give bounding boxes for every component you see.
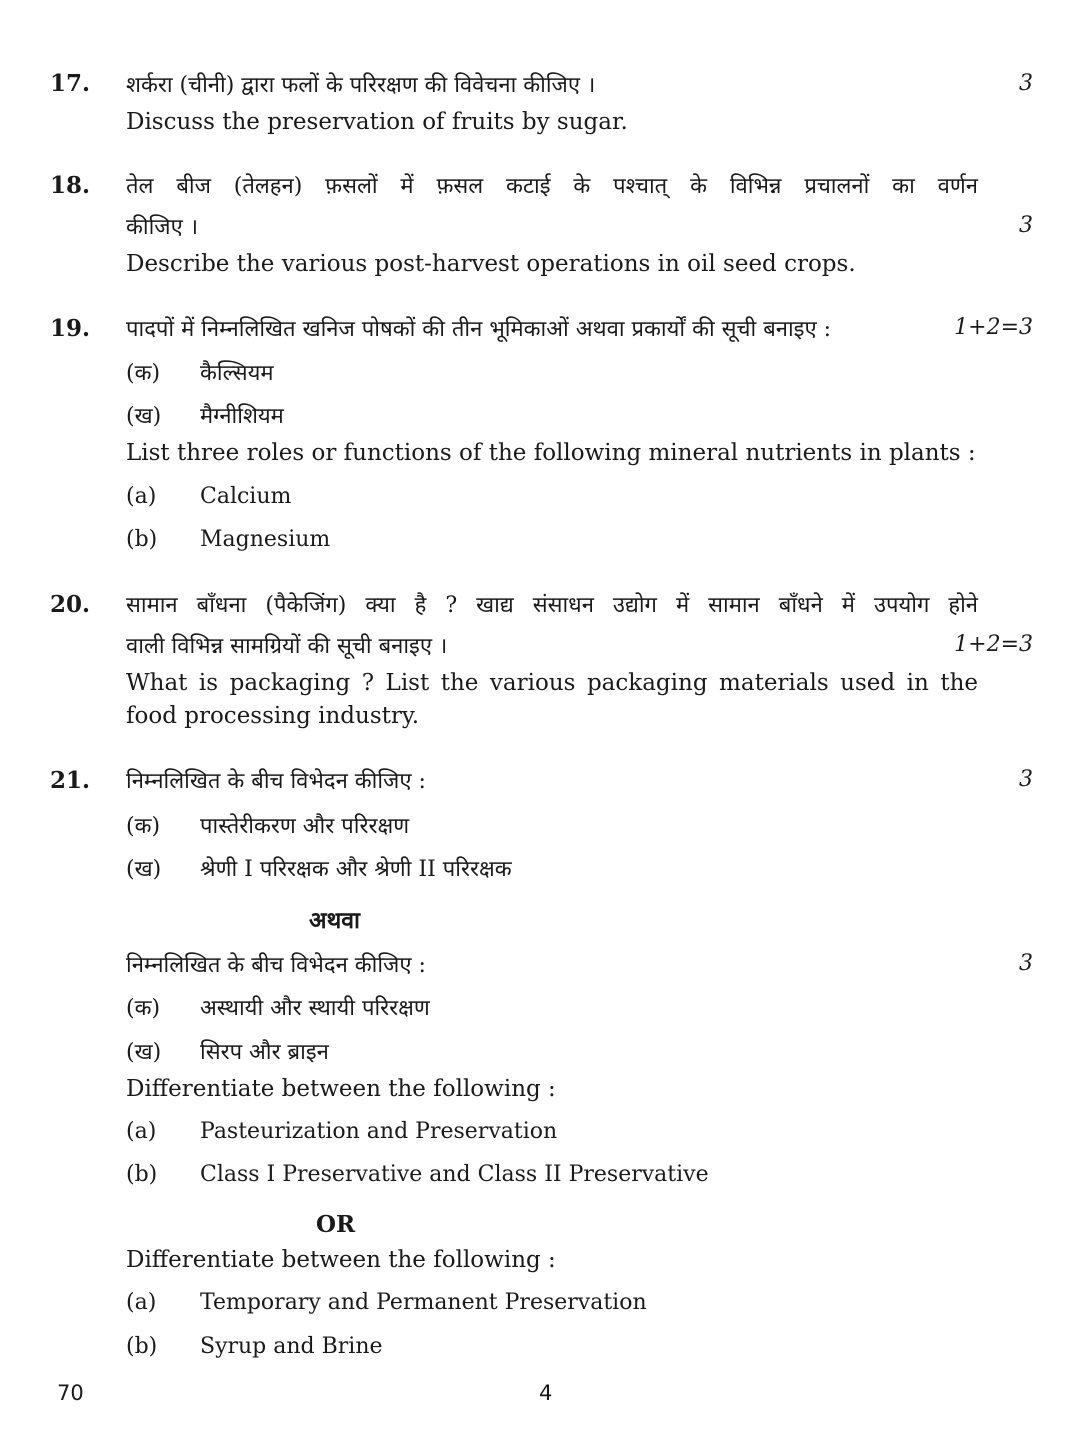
- or-divider-hindi: अथवा: [309, 907, 361, 934]
- or-divider-english: OR: [316, 1211, 356, 1238]
- item-text: Class I Preservative and Class II Preservative: [200, 1162, 709, 1187]
- item-text: Pasteurization and Preservation: [200, 1119, 558, 1144]
- question-number: 21.: [50, 767, 91, 794]
- item-label: (a): [126, 1119, 157, 1144]
- question-text-english-line-2: food processing industry.: [126, 703, 420, 729]
- question-text-english: List three roles or functions of the following mineral nutrients in plants :: [126, 440, 976, 466]
- question-text-english: Discuss the preservation of fruits by sugar.: [126, 109, 628, 135]
- alt-question-text-hindi: निम्नलिखित के बीच विभेदन कीजिए :: [126, 953, 426, 978]
- question-number: 18.: [50, 172, 91, 199]
- item-label: (b): [126, 1162, 158, 1187]
- question-text-hindi-line-1: सामान बाँधना (पैकेजिंग) क्या है ? खाद्य संसाधन उद्योग में सामान बाँधने में उपयोग होने: [126, 593, 978, 618]
- item-label: (a): [126, 1290, 157, 1315]
- question-number: 20.: [50, 591, 91, 618]
- item-label: (ख): [126, 857, 162, 882]
- item-text: मैग्नीशियम: [200, 404, 284, 429]
- item-label: (b): [126, 1334, 158, 1359]
- page-number: 4: [539, 1381, 553, 1405]
- alt-marks: 3: [1019, 951, 1033, 976]
- question-number: 19.: [50, 315, 91, 342]
- question-text-hindi-line-2: कीजिए ।: [126, 215, 199, 240]
- item-label: (b): [126, 527, 158, 552]
- item-label: (क): [126, 814, 161, 839]
- marks: 3: [1019, 213, 1033, 238]
- item-label: (क): [126, 361, 161, 386]
- question-text-hindi: निम्नलिखित के बीच विभेदन कीजिए :: [126, 769, 426, 794]
- item-text: पास्तेरीकरण और परिरक्षण: [200, 814, 410, 839]
- alt-question-text-english: Differentiate between the following :: [126, 1247, 556, 1273]
- item-text: अस्थायी और स्थायी परिरक्षण: [200, 996, 430, 1021]
- marks: 3: [1019, 767, 1033, 792]
- paper-code: 70: [57, 1381, 84, 1405]
- question-text-english-line-1: What is packaging ? List the various packaging materials used in the: [126, 670, 978, 696]
- item-text: Syrup and Brine: [200, 1334, 383, 1359]
- item-label: (a): [126, 484, 157, 509]
- marks: 3: [1019, 71, 1033, 96]
- item-text: कैल्सियम: [200, 361, 274, 386]
- item-label: (क): [126, 996, 161, 1021]
- item-text: Calcium: [200, 484, 292, 509]
- question-text-hindi-line-1: तेल बीज (तेलहन) फ़सलों में फ़सल कटाई के पश्चात् के विभिन्न प्रचालनों का वर्णन: [126, 174, 978, 199]
- item-text: श्रेणी I परिरक्षक और श्रेणी II परिरक्षक: [200, 857, 512, 882]
- item-label: (ख): [126, 1040, 162, 1065]
- question-text-hindi-line-2: वाली विभिन्न सामग्रियों की सूची बनाइए ।: [126, 634, 448, 659]
- marks: 1+2=3: [954, 632, 1033, 657]
- item-label: (ख): [126, 404, 162, 429]
- question-text-english: Differentiate between the following :: [126, 1076, 556, 1102]
- item-text: Magnesium: [200, 527, 331, 552]
- question-text-hindi: पादपों में निम्नलिखित खनिज पोषकों की तीन भूमिकाओं अथवा प्रकार्यों की सूची बनाइए :: [126, 317, 832, 342]
- item-text: सिरप और ब्राइन: [200, 1040, 329, 1065]
- question-number: 17.: [50, 70, 91, 97]
- marks: 1+2=3: [954, 315, 1033, 340]
- question-text-english: Describe the various post-harvest operations in oil seed crops.: [126, 251, 856, 277]
- question-text-hindi: शर्करा (चीनी) द्वारा फलों के परिरक्षण की विवेचना कीजिए ।: [126, 73, 596, 98]
- item-text: Temporary and Permanent Preservation: [200, 1290, 647, 1315]
